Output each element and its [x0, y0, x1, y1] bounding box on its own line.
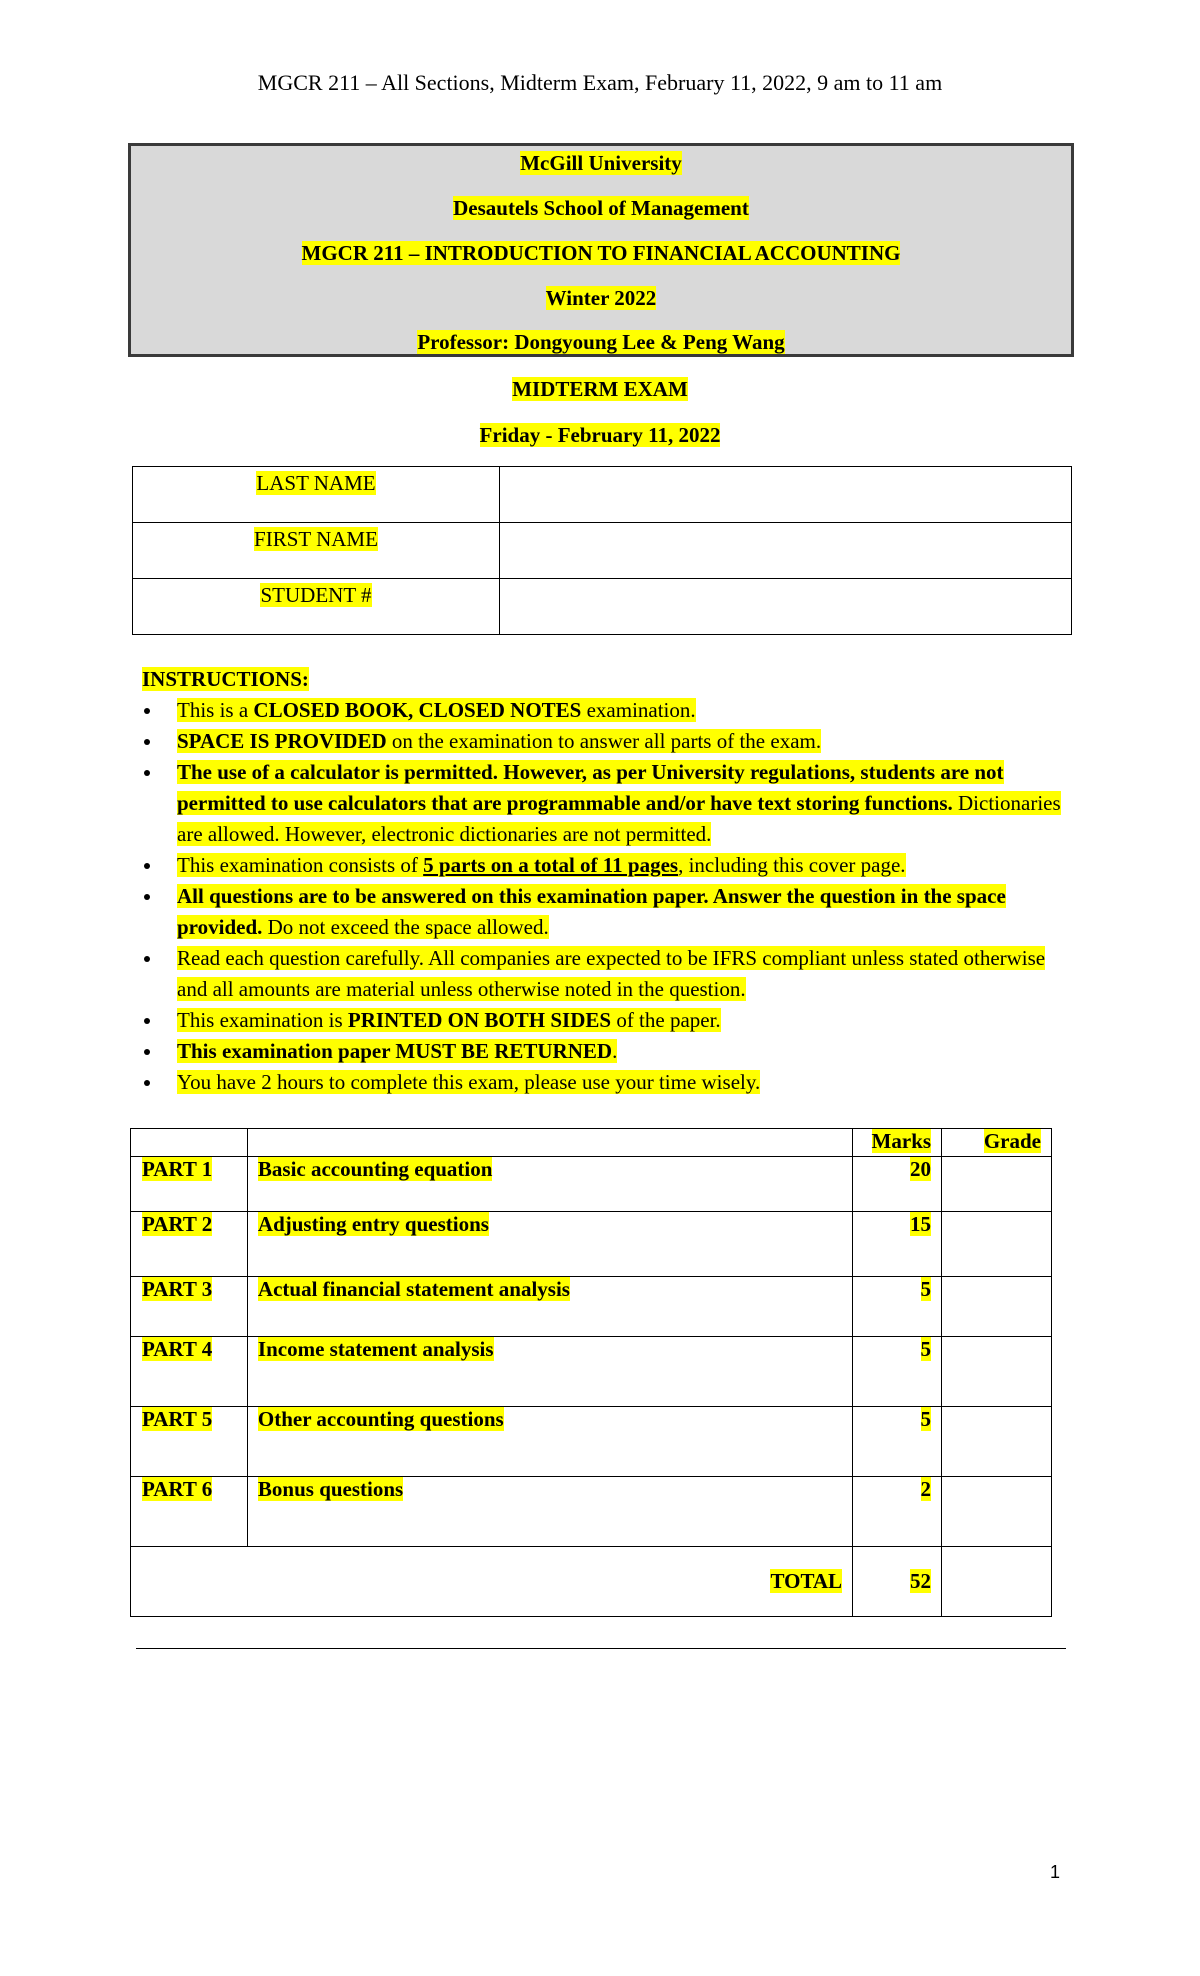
part-topic: Adjusting entry questions: [257, 1212, 489, 1236]
part-cell: [131, 1407, 248, 1477]
exam-title: MIDTERM EXAM: [512, 377, 688, 401]
first-name-label: FIRST NAME: [254, 527, 378, 551]
marks-cell: [853, 1337, 942, 1407]
header-cell-empty: [131, 1129, 248, 1157]
marks-cell: [853, 1477, 942, 1547]
running-header-text: MGCR 211 – All Sections, Midterm Exam, February 11, 2022, 9 am to 11 am: [257, 70, 943, 95]
total-marks: 52: [910, 1569, 932, 1593]
part-label: PART 1: [142, 1157, 213, 1181]
marks-header-cell: [853, 1129, 942, 1157]
grade-cell[interactable]: [942, 1407, 1052, 1477]
student-id-table: [132, 466, 1072, 635]
instruction-text: on the examination to answer all parts of the exam.: [386, 729, 822, 753]
part-marks: 15: [910, 1212, 932, 1236]
instruction-text: Do not exceed the space allowed.: [262, 915, 549, 939]
total-label: TOTAL: [770, 1569, 843, 1593]
marks-cell: [853, 1157, 942, 1212]
course-info-box: [128, 143, 1074, 357]
grade-cell[interactable]: [942, 1157, 1052, 1212]
last-name-label: LAST NAME: [256, 471, 376, 495]
instruction-item: [142, 881, 1072, 943]
marks-cell: [853, 1407, 942, 1477]
table-row: [131, 1337, 1052, 1407]
grade-cell[interactable]: [942, 1337, 1052, 1407]
topic-cell: [247, 1477, 852, 1547]
page-number: 1: [1050, 1862, 1061, 1882]
instruction-emphasis: CLOSED BOOK, CLOSED NOTES: [253, 698, 582, 722]
id-label-cell: [133, 523, 500, 579]
instruction-item: [142, 943, 1072, 1005]
instruction-item: [142, 695, 1072, 726]
part-label: PART 3: [142, 1277, 213, 1301]
instruction-text: Dictionaries are allowed. However, electronic dictionaries are not permitted.: [177, 791, 1061, 846]
total-grade-cell[interactable]: [942, 1547, 1052, 1617]
grade-header: Grade: [983, 1129, 1041, 1153]
instruction-text: This examination is: [177, 1008, 348, 1032]
topic-cell: [247, 1212, 852, 1277]
topic-cell: [247, 1157, 852, 1212]
table-row: [131, 1157, 1052, 1212]
instruction-text: of the paper.: [611, 1008, 721, 1032]
instructions-heading: INSTRUCTIONS:: [142, 667, 309, 691]
part-marks: 5: [920, 1407, 932, 1431]
instruction-text: .: [612, 1039, 618, 1063]
marks-cell: [853, 1277, 942, 1337]
grade-header-cell: [942, 1129, 1052, 1157]
grade-cell[interactable]: [942, 1477, 1052, 1547]
university-line: [131, 151, 1071, 176]
marks-table: [130, 1128, 1052, 1617]
instruction-emphasis: PRINTED ON BOTH SIDES: [347, 1008, 612, 1032]
instruction-text: examination.: [581, 698, 696, 722]
instruction-text: , including this cover page.: [678, 853, 906, 877]
exam-date: Friday - February 11, 2022: [479, 423, 721, 447]
part-label: PART 4: [142, 1337, 213, 1361]
part-topic: Other accounting questions: [257, 1407, 504, 1431]
instruction-emphasis: The use of a calculator is permitted. However, as per University regulations, students are not permitted to use calculators that are programmable and/or have text storing functions.: [177, 760, 1004, 815]
course-line: [131, 241, 1071, 266]
id-row-student-number: [133, 579, 1072, 635]
part-cell: [131, 1157, 248, 1212]
topic-cell: [247, 1277, 852, 1337]
marks-header: Marks: [871, 1129, 932, 1153]
instruction-text: You have 2 hours to complete this exam, please use your time wisely.: [177, 1070, 761, 1094]
student-number-field[interactable]: [500, 579, 1072, 635]
part-marks: 5: [920, 1277, 932, 1301]
marks-cell: [853, 1212, 942, 1277]
instruction-item: [142, 850, 1072, 881]
school-line: [131, 196, 1071, 221]
instruction-item: [142, 1067, 1072, 1098]
bottom-divider: [136, 1648, 1066, 1649]
part-label: PART 2: [142, 1212, 213, 1236]
instructions-list: [142, 695, 1072, 1098]
course-title: MGCR 211 – INTRODUCTION TO FINANCIAL ACCOUNTING: [301, 241, 901, 265]
total-marks-cell: [853, 1547, 942, 1617]
first-name-field[interactable]: [500, 523, 1072, 579]
part-marks: 2: [920, 1477, 932, 1501]
instructions-heading-line: [142, 664, 1072, 695]
id-row-first-name: [133, 523, 1072, 579]
table-row: [131, 1277, 1052, 1337]
university-name: McGill University: [520, 151, 682, 175]
instruction-emphasis: This examination paper MUST BE RETURNED: [177, 1039, 613, 1063]
instruction-emphasis: 5 parts on a total of 11 pages: [423, 853, 679, 877]
exam-title-line: [0, 377, 1200, 402]
part-cell: [131, 1277, 248, 1337]
grade-cell[interactable]: [942, 1212, 1052, 1277]
term: Winter 2022: [545, 286, 657, 310]
part-cell: [131, 1477, 248, 1547]
id-label-cell: [133, 579, 500, 635]
professor-line: [131, 330, 1071, 355]
instructions-section: [142, 664, 1072, 1098]
instruction-text: This is a: [177, 698, 254, 722]
table-row: [131, 1407, 1052, 1477]
grade-cell[interactable]: [942, 1277, 1052, 1337]
last-name-field[interactable]: [500, 467, 1072, 523]
table-row: [131, 1212, 1052, 1277]
topic-cell: [247, 1407, 852, 1477]
topic-cell: [247, 1337, 852, 1407]
instruction-item: [142, 726, 1072, 757]
instruction-emphasis: SPACE IS PROVIDED: [177, 729, 387, 753]
part-cell: [131, 1337, 248, 1407]
part-topic: Actual financial statement analysis: [257, 1277, 570, 1301]
instruction-item: [142, 1005, 1072, 1036]
total-row: [131, 1547, 1052, 1617]
part-label: PART 5: [142, 1407, 213, 1431]
total-label-cell: [131, 1547, 853, 1617]
part-marks: 5: [920, 1337, 932, 1361]
header-cell-empty: [247, 1129, 852, 1157]
part-topic: Income statement analysis: [257, 1337, 494, 1361]
instruction-text: Read each question carefully. All companies are expected to be IFRS compliant unless stated otherwise and all amounts are material unless otherwise noted in the question.: [177, 946, 1046, 1001]
id-label-cell: [133, 467, 500, 523]
exam-date-line: [0, 423, 1200, 448]
term-line: [131, 286, 1071, 311]
part-cell: [131, 1212, 248, 1277]
student-number-label: STUDENT #: [260, 583, 372, 607]
running-header: [0, 70, 1200, 96]
id-row-last-name: [133, 467, 1072, 523]
part-topic: Bonus questions: [257, 1477, 404, 1501]
professor: Professor: Dongyoung Lee & Peng Wang: [417, 330, 785, 354]
instruction-text: This examination consists of: [177, 853, 424, 877]
table-row: [131, 1477, 1052, 1547]
part-marks: 20: [910, 1157, 932, 1181]
instruction-item: [142, 757, 1072, 850]
part-topic: Basic accounting equation: [257, 1157, 493, 1181]
part-label: PART 6: [142, 1477, 213, 1501]
instruction-emphasis: All questions are to be answered on this examination paper. Answer the question in the space provided.: [177, 884, 1006, 939]
marks-header-row: [131, 1129, 1052, 1157]
instruction-item: [142, 1036, 1072, 1067]
school-name: Desautels School of Management: [453, 196, 749, 220]
